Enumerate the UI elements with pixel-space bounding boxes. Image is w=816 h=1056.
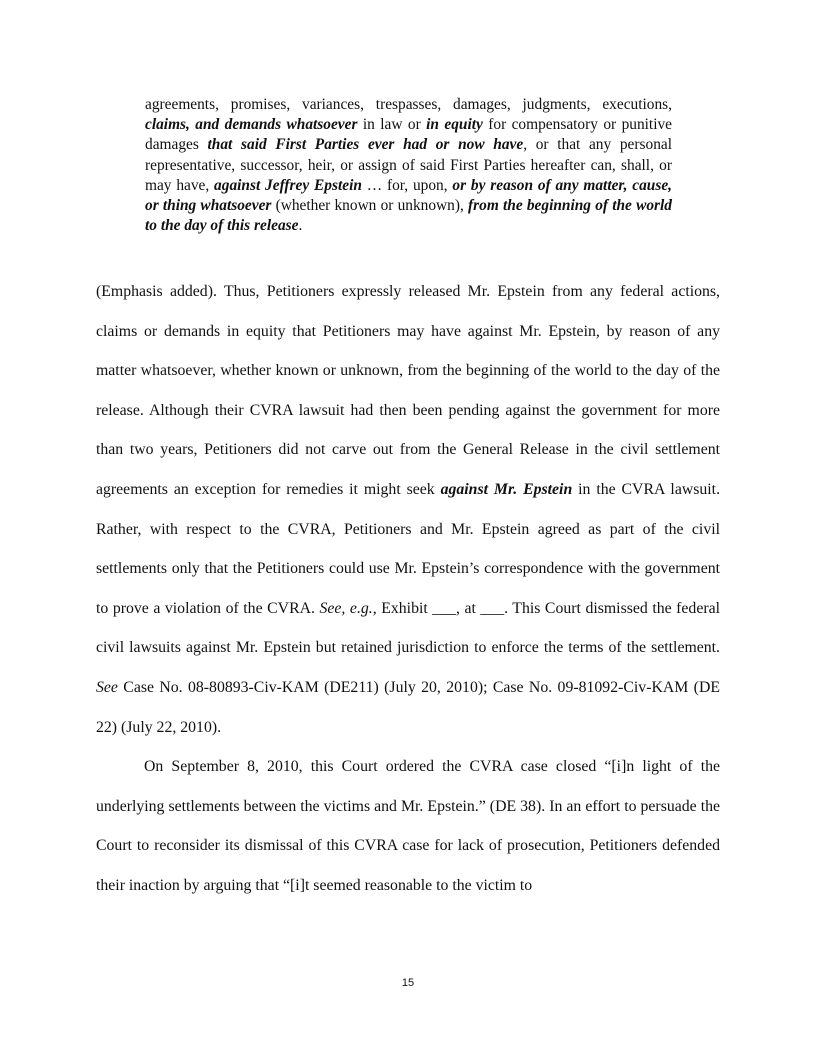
block-quote <box>145 95 672 236</box>
quote-emphasis: that said First Parties ever had or now have <box>207 136 524 154</box>
paragraph-case-closed <box>96 747 720 905</box>
quote-emphasis: from the beginning of the world to the day of this release <box>145 197 672 235</box>
citation-signal: See, e.g., <box>319 599 377 617</box>
body-text <box>96 272 720 906</box>
paragraph-emphasis: against Mr. Epstein <box>440 480 573 498</box>
quote-emphasis: in equity <box>426 116 483 134</box>
quote-text: … for, upon, <box>361 176 453 194</box>
quote-emphasis: or by reason of any matter, cause, or thing whatsoever <box>145 176 672 215</box>
page-number: 15 <box>401 977 415 989</box>
quote-text: for compensatory or punitive damages <box>145 116 673 154</box>
paragraph-text: (Emphasis added). Thus, Petitioners expressly released Mr. Epstein from any federal actions, claims or demands in equity that Petitioners may have against Mr. Epstein, by reason of any matter whatsoever, whether known or unknown, from the beginning of the world to the day of the release. Although their CVRA lawsuit had then been pending against the government for more than two years, Petitioners did not carve out from the General Release in the civil settlement agreements an exception for remedies it might seek <box>96 283 720 498</box>
quote-text: (whether known or unknown), <box>271 197 469 215</box>
quote-text: . <box>298 217 303 235</box>
paragraph-release-analysis <box>96 272 720 747</box>
quote-text: in law or <box>357 116 427 134</box>
citation-signal: See <box>96 678 118 696</box>
paragraph-text: Exhibit ___, at ___. This Court dismissed the federal civil lawsuits against Mr. Epstein but retained jurisdiction to enforce the terms of the settlement. <box>96 599 720 657</box>
paragraph-text: Case No. 08-80893-Civ-KAM (DE211) (July 20, 2010); Case No. 09-81092-Civ-KAM (DE 22) (July 22, 2010). <box>96 678 720 736</box>
quote-emphasis: claims, and demands whatsoever <box>145 116 358 134</box>
quote-text: agreements, promises, variances, trespasses, damages, judgments, executions, <box>145 96 672 113</box>
quote-text: , or that any personal representative, successor, heir, or assign of said First Parties hereafter can, shall, or may have, <box>145 136 673 194</box>
paragraph-text: On September 8, 2010, this Court ordered the CVRA case closed “[i]n light of the underlying settlements between the victims and Mr. Epstein.” (DE 38). In an effort to persuade the Court to reconsider its dismissal of this CVRA case for lack of prosecution, Petitioners defended their inaction by arguing that “[i]t seemed reasonable to the victim to <box>96 758 720 894</box>
quote-emphasis: against Jeffrey Epstein <box>214 176 362 194</box>
paragraph-text: in the CVRA lawsuit. Rather, with respect to the CVRA, Petitioners and Mr. Epstein agreed as part of the civil settlements only that the Petitioners could use Mr. Epstein’s correspondence with the government to prove a violation of the CVRA. <box>96 480 721 617</box>
